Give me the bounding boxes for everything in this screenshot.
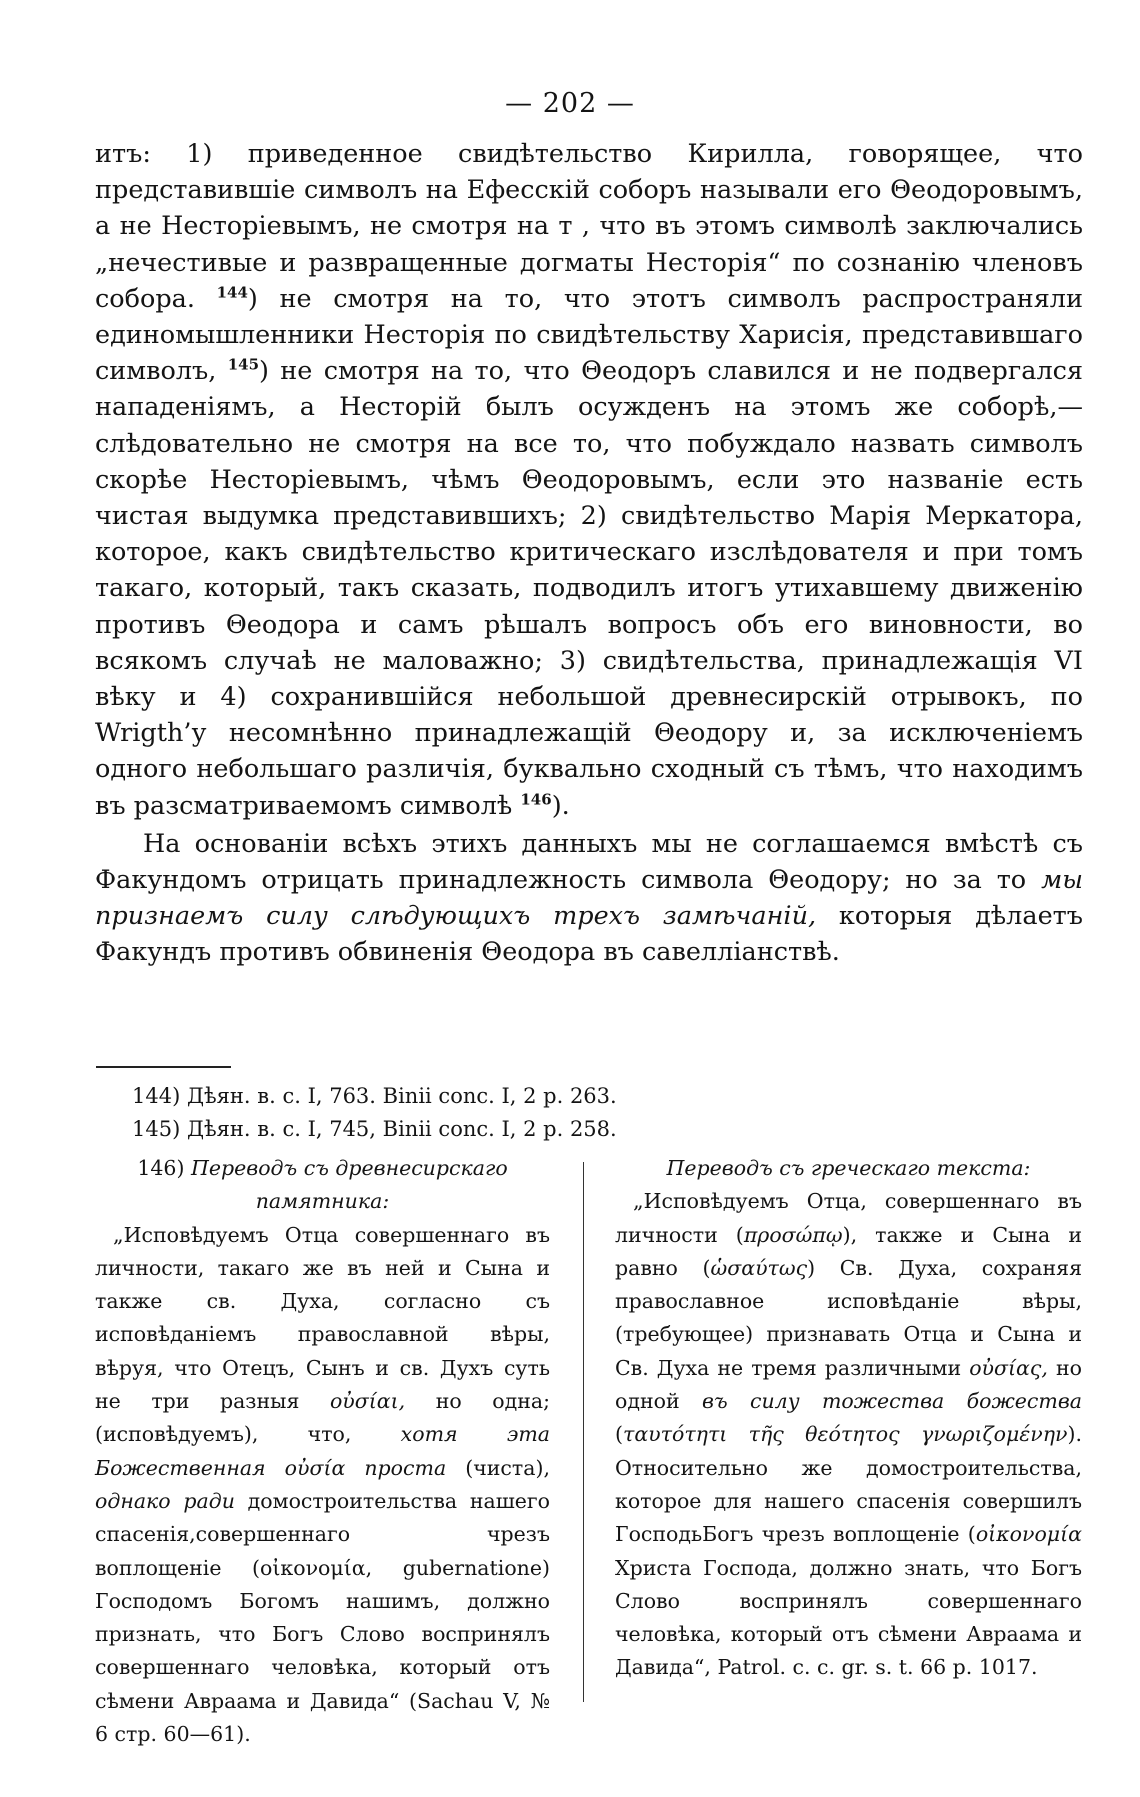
column-divider xyxy=(583,1162,584,1702)
page-number: — 202 — xyxy=(505,88,635,119)
paragraph-2-part-a: На основаніи всѣхъ этихъ данныхъ мы не соглашаемся вмѣстѣ съ Факундомъ отрицать принадлежность символа Θеодору; но за то xyxy=(95,828,1083,896)
paragraph-1 xyxy=(95,136,1083,824)
greek-column-heading: Переводъ съ греческаго текста: xyxy=(666,1156,1031,1180)
footnote-ref-145: 145 xyxy=(227,355,260,374)
footnote-ref-146: 146 xyxy=(520,790,552,809)
syriac-translation-column xyxy=(95,1152,550,1751)
greek-translation-column xyxy=(615,1152,1082,1685)
footnote-ref-144: 144 xyxy=(216,283,248,302)
main-text xyxy=(95,136,1083,971)
footnotes xyxy=(132,1080,1032,1146)
footnote-146-number: 146) xyxy=(137,1156,185,1180)
paragraph-1-part-d: ). xyxy=(551,790,570,821)
paragraph-2 xyxy=(95,826,1083,971)
paragraph-1-part-b: ) не смотря на то, что этотъ символъ распространяли единомышленники Несторія по свидѣтельству Харисія, представившаго символъ, xyxy=(95,283,1083,387)
paragraph-1-part-c: ) не смотря на то, что Θеодоръ славился и не подвергался нападеніямъ, а Несторій былъ осужденъ на этомъ же соборѣ,—слѣдовательно не смотря на все то, что побуждало назвать символъ скорѣе Несторіевымъ, чѣмъ Θеодоровымъ, если это названіе есть чистая выдумка представившихъ; 2) свидѣтельство Марія Меркатора, которое, какъ свидѣтельство критическаго изслѣдователя и при томъ такаго, который, такъ сказать, подводилъ итогъ утихавшему движенію противъ Θеодора и самъ рѣшалъ вопросъ объ его виновности, во всякомъ случаѣ не маловажно; 3) свидѣтельства, принадлежащія VI вѣку и 4) сохранившійся небольшой древнесирскій отрывокъ, по Wrigth’у несомнѣнно принадлежащій Θеодору и, за исключеніемъ одного небольшаго различія, буквально сходный съ тѣмъ, что находимъ въ разсматриваемомъ символѣ xyxy=(95,356,1084,821)
syriac-column-heading: 146) Переводъ съ древнесирскаго памятника: xyxy=(137,1156,508,1214)
footnote-144: 144) Дѣян. в. с. I, 763. Binii conc. I, 2 p. 263. xyxy=(132,1084,617,1108)
footnote-146-columns xyxy=(95,1152,1083,1752)
greek-quote: „Исповѣдуемъ Отца, совершеннаго въ личности (προσώπῳ), также и Сына и равно (ὡσαύτως) Св. Духа, сохраняя православное исповѣданіе вѣры, (требующее) признавать Отца и Сына и Св. Духа не тремя различными οὐσίας, но одной въ силу тожества божества (ταυτότητι τῆς θεότητος γνωριζομένην). Относительно же домостроительства, которое для нашего спасенія совершилъ ГосподьБогъ чрезъ воплощеніе (οἰκονομία Христа Господа, должно знать, что Богъ Слово воспринялъ совершеннаго человѣка, который отъ сѣмени Авраама и Давида“, Patrol. c. c. gr. s. t. 66 p. 1017. xyxy=(615,1189,1083,1680)
syriac-quote: „Исповѣдуемъ Отца совершеннаго въ личности, такаго же въ ней и Сына и также св. Духа, согласно съ исповѣданіемъ православной вѣры, вѣруя, что Отецъ, Сынъ и св. Духъ суть не три разныя οὐσίαι, но одна; (исповѣдуемъ), что, хотя эта Божественная οὐσία проста (чиста), однако ради домостроительства нашего спасенія,совершеннаго чрезъ воплощеніе (οἰκονομία, gubernatione) Господомъ Богомъ нашимъ, должно признать, что Богъ Слово воспринялъ совершеннаго человѣка, который отъ сѣмени Авраама и Давида“ (Sachau V, № 6 стр. 60—61). xyxy=(95,1222,550,1747)
paragraph-2-part-b: которыя дѣлаетъ Факундъ противъ обвиненія Θеодора въ савелліанствѣ. xyxy=(95,901,1083,968)
footnote-separator xyxy=(96,1066,231,1068)
paragraph-2-emphasis: мы признаемъ силу слѣдующихъ трехъ замѣчаній, xyxy=(95,865,1083,932)
paragraph-1-part-a: итъ: 1) приведенное свидѣтельство Кирилла, говорящее, что представившіе символъ на Ефесскій соборъ называли его Θеодоровымъ, а не Несторіевымъ, не смотря на т , что въ этомъ символѣ заключались „нечестивые и развращенные догматы Несторія“ по сознанію членовъ собора. xyxy=(95,139,1083,314)
footnote-145: 145) Дѣян. в. с. I, 745, Binii conc. I, 2 p. 258. xyxy=(132,1117,617,1141)
